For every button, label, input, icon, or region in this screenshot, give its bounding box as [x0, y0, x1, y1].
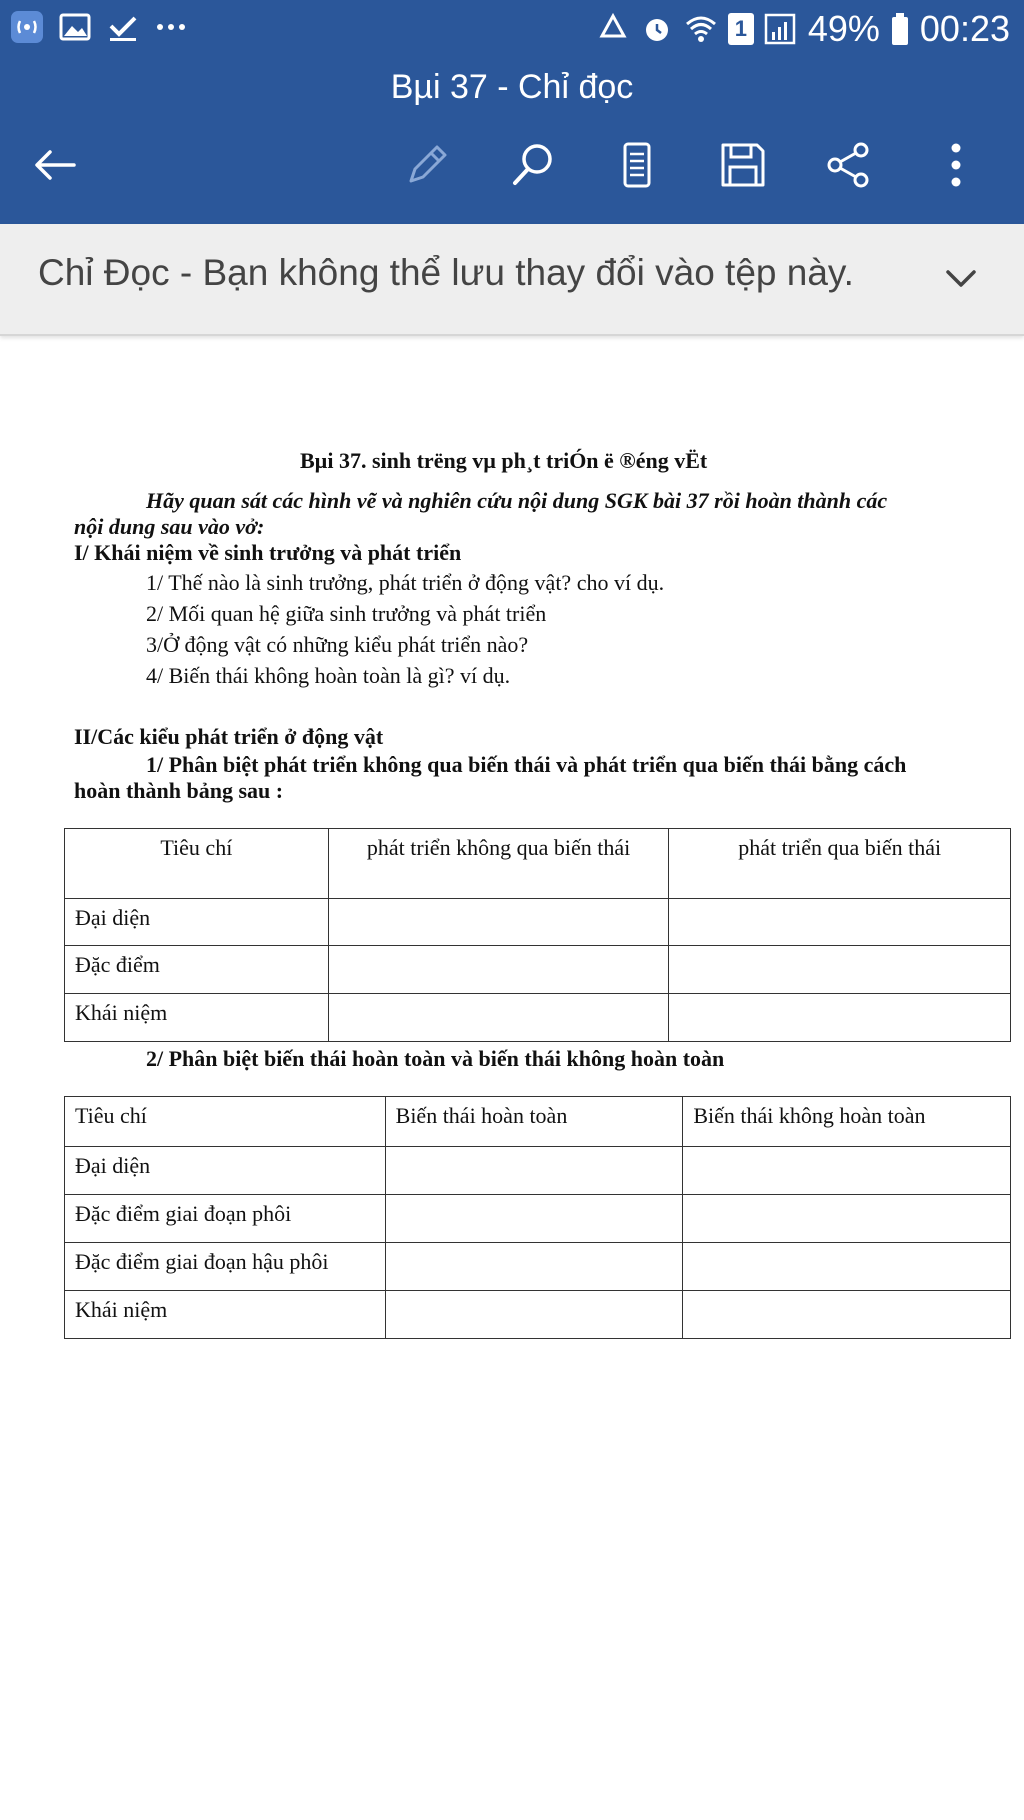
table-header-cell: Tiêu chí: [65, 1097, 386, 1147]
table-cell: [683, 1195, 1011, 1243]
app-header: [0, 0, 1024, 224]
table-cell: [385, 1291, 683, 1339]
image-icon: [58, 10, 92, 44]
sim-icon: 1: [728, 13, 754, 45]
section-heading-2: II/Các kiểu phát triển ở động vật: [74, 724, 384, 749]
table-row: [65, 1195, 1011, 1243]
table-row: [65, 946, 1011, 994]
chevron-down-icon[interactable]: [938, 256, 984, 302]
intro-text-line1: Hãy quan sát các hình vẽ và nghiên cứu nội dung SGK bài 37 rồi hoàn thành các: [146, 488, 888, 513]
table-cell: [328, 899, 669, 946]
status-bar: [0, 0, 1024, 62]
overflow-menu-button[interactable]: [926, 135, 986, 195]
task-1-line1: 1/ Phân biệt phát triển không qua biến thái và phát triển qua biến thái bằng cách: [146, 752, 907, 777]
document-heading: Bµi 37. sinh trëng vµ ph¸t triÓn ë ®éng vËt: [300, 448, 708, 473]
table-row-label: Khái niệm: [65, 1291, 386, 1339]
toolbar: [0, 135, 1024, 195]
table-header-cell: phát triển qua biến thái: [669, 829, 1011, 899]
table-row-label: Đại diện: [65, 899, 329, 946]
save-icon: [717, 139, 769, 191]
table-row-label: Đặc điểm giai đoạn phôi: [65, 1195, 386, 1243]
table-cell: [385, 1243, 683, 1291]
table-row: [65, 1291, 1011, 1339]
signal-icon: [10, 10, 44, 44]
question-1: 1/ Thế nào là sinh trưởng, phát triển ở động vật? cho ví dụ.: [146, 570, 665, 595]
search-button[interactable]: [503, 135, 563, 195]
table-row: [65, 1243, 1011, 1291]
comparison-table-1: [64, 828, 1011, 1042]
battery-percent: 49%: [807, 8, 880, 49]
banner-text: Chỉ Đọc - Bạn không thể lưu thay đổi vào tệp này.: [38, 252, 854, 293]
table-cell: [683, 1147, 1011, 1195]
search-icon: [507, 139, 559, 191]
table-cell: [669, 899, 1011, 946]
table-header-row: [65, 1097, 1011, 1147]
back-button[interactable]: [26, 135, 86, 195]
document-page: [0, 336, 1024, 1820]
table-row: [65, 899, 1011, 946]
reading-view-icon: [611, 139, 663, 191]
table-cell: [385, 1147, 683, 1195]
check-icon: [106, 10, 140, 44]
read-only-banner[interactable]: [0, 224, 1024, 336]
task-2: 2/ Phân biệt biến thái hoàn toàn và biến thái không hoàn toàn: [146, 1046, 725, 1071]
table-row-label: Đặc điểm giai đoạn hậu phôi: [65, 1243, 386, 1291]
table-cell: [669, 994, 1011, 1042]
table-row-label: Đại diện: [65, 1147, 386, 1195]
battery-icon: [890, 12, 910, 46]
table-cell: [328, 994, 669, 1042]
table-header-cell: Biến thái không hoàn toàn: [683, 1097, 1011, 1147]
table-cell: [385, 1195, 683, 1243]
table-header-cell: phát triển không qua biến thái: [328, 829, 669, 899]
table-cell: [683, 1243, 1011, 1291]
table-row-label: Khái niệm: [65, 994, 329, 1042]
task-1-line2: hoàn thành bảng sau :: [74, 778, 284, 803]
table-row: [65, 1147, 1011, 1195]
table-row-label: Đặc điểm: [65, 946, 329, 994]
question-2: 2/ Mối quan hệ giữa sinh trưởng và phát triển: [146, 601, 547, 626]
section-heading-1: I/ Khái niệm về sinh trưởng và phát triển: [74, 540, 462, 565]
save-button[interactable]: [713, 135, 773, 195]
overflow-menu-icon: [930, 139, 982, 191]
table-header-cell: Biến thái hoàn toàn: [385, 1097, 683, 1147]
share-button[interactable]: [819, 135, 879, 195]
table-cell: [669, 946, 1011, 994]
pencil-icon: [401, 139, 453, 191]
question-3: 3/Ở động vật có những kiểu phát triển nào?: [146, 632, 529, 657]
question-4: 4/ Biến thái không hoàn toàn là gì? ví dụ.: [146, 663, 511, 688]
table-header-row: [65, 829, 1011, 899]
table-header-cell: Tiêu chí: [65, 829, 329, 899]
document-title: Bµi 37 - Chỉ đọc: [390, 68, 634, 106]
comparison-table-2: [64, 1096, 1011, 1339]
reading-view-button[interactable]: [607, 135, 667, 195]
cellular-icon: [764, 12, 798, 46]
wifi-icon: [684, 12, 718, 46]
recycle-icon: [596, 12, 630, 46]
clock: 00:23: [919, 8, 1010, 49]
table-cell: [328, 946, 669, 994]
back-arrow-icon: [30, 139, 82, 191]
intro-text-line2: nội dung sau vào vở:: [74, 514, 265, 539]
table-cell: [683, 1291, 1011, 1339]
edit-button[interactable]: [397, 135, 457, 195]
table-row: [65, 994, 1011, 1042]
more-dots-icon: [154, 10, 188, 44]
alarm-icon: [640, 12, 674, 46]
share-icon: [823, 139, 875, 191]
